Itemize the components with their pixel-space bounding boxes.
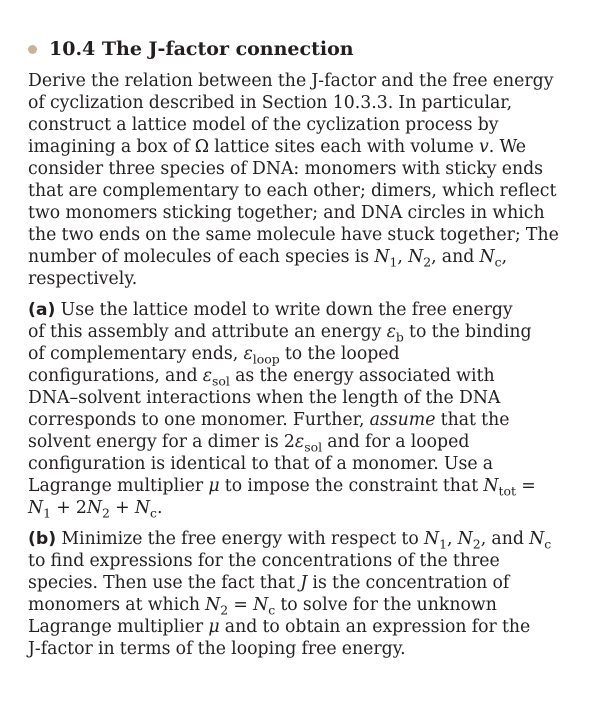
- part-a-line: DNA–solvent interactions when the length of the DNA: [28, 388, 501, 408]
- section-heading: [28, 36, 594, 62]
- problem-section: [28, 36, 594, 669]
- part-b-line: J-factor in terms of the looping free energy.: [28, 639, 406, 659]
- part-b-line: (b) Minimize the free energy with respect to $N_1$, $N_2$, and $N_c$: [28, 529, 552, 552]
- part-b-line: to find expressions for the concentrations of the three: [28, 551, 500, 571]
- part-b-line: Lagrange multiplier μ and to obtain an expression for the: [28, 617, 531, 637]
- part-a-line: Lagrange multiplier μ to impose the constraint that $N_{tot}$ =: [28, 476, 536, 499]
- part-a-line: configurations, and $\varepsilon_{sol}$ as the energy associated with: [28, 366, 495, 389]
- intro-line: number of molecules of each species is $N_1$, $N_2$, and $N_c$,: [28, 247, 508, 270]
- intro-line: two monomers sticking together; and DNA circles in which: [28, 203, 545, 223]
- part-b-line: monomers at which $N_2 = N_c$ to solve for the unknown: [28, 595, 497, 618]
- part-a-line: solvent energy for a dimer is $2\varepsilon_{sol}$ and for a looped: [28, 432, 470, 455]
- part-a-line: (a) Use the lattice model to write down the free energy: [28, 300, 513, 320]
- part-a-line: of complementary ends, $\varepsilon_{loop}$ to the looped: [28, 344, 400, 367]
- part-b-line: species. Then use the fact that J is the concentration of: [28, 573, 510, 593]
- part-a-line: $N_1 + 2N_2 + N_c$.: [28, 498, 163, 521]
- section-number: 10.4: [49, 38, 96, 60]
- part-b-paragraph: [28, 528, 594, 660]
- part-a-label: (a): [28, 300, 56, 320]
- intro-line: imagining a box of Ω lattice sites each with volume v. We: [28, 137, 527, 157]
- intro-line: consider three species of DNA: monomers with sticky ends: [28, 159, 544, 179]
- bullet-icon: [28, 45, 37, 54]
- intro-line: construct a lattice model of the cyclization process by: [28, 115, 499, 135]
- part-b-label: (b): [28, 529, 57, 549]
- intro-line: that are complementary to each other; dimers, which reflect: [28, 181, 557, 201]
- part-a-line: corresponds to one monomer. Further, assume that the: [28, 410, 510, 430]
- intro-paragraph: [28, 70, 594, 290]
- part-a-paragraph: [28, 299, 594, 519]
- intro-line: Derive the relation between the J-factor and the free energy: [28, 71, 554, 91]
- intro-line: the two ends on the same molecule have stuck together; The: [28, 225, 559, 245]
- intro-line: respectively.: [28, 269, 138, 289]
- intro-line: of cyclization described in Section 10.3.3. In particular,: [28, 93, 513, 113]
- section-title: The J-factor connection: [101, 38, 354, 60]
- part-a-line: configuration is identical to that of a monomer. Use a: [28, 454, 494, 474]
- part-a-line: of this assembly and attribute an energy $\varepsilon_b$ to the binding: [28, 322, 532, 345]
